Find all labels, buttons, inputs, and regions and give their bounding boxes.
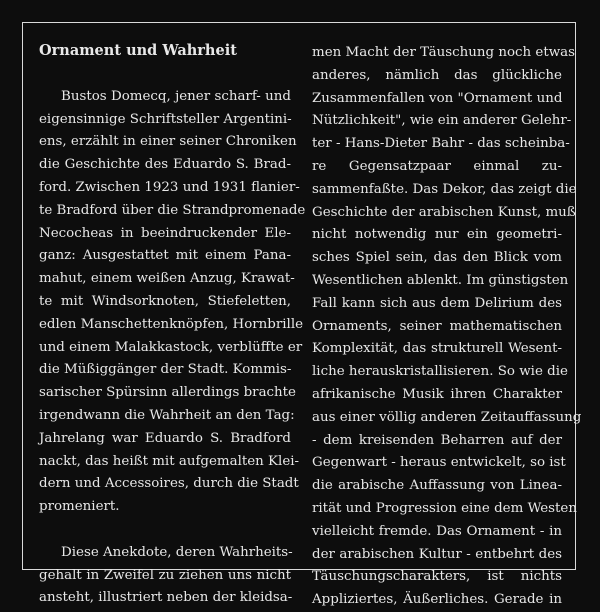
paragraph-line: die Müßiggänger der Stadt. Kommis- [39, 362, 292, 378]
paragraph-line: der arabischen Kultur - entbehrt des [312, 546, 562, 562]
paragraph-line: und einem Malakkastock, verblüffte er [39, 339, 303, 355]
paragraph-line: rität und Progression eine dem Westen [312, 500, 577, 516]
paragraph-line: ansteht, illustriert neben der kleidsa- [39, 590, 293, 606]
paragraph-line: Geschichte der arabischen Kunst, muß [312, 204, 576, 220]
paragraph-line: Fall kann sich aus dem Delirium des [312, 295, 562, 311]
paragraph-line: Täuschungscharakters, ist nichts [312, 569, 562, 585]
paragraph-line: ganz: Ausgestattet mit einem Pana- [39, 248, 291, 264]
paragraph-line: sches Spiel sein, das den Blick vom [312, 250, 562, 266]
paragraph-line: promeniert. [39, 499, 120, 515]
paragraph-line: ford. Zwischen 1923 und 1931 flanier- [39, 179, 300, 195]
paragraph-line: ter - Hans-Dieter Bahr - das scheinba- [312, 136, 570, 152]
paragraph-line: die Geschichte des Eduardo S. Brad- [39, 157, 291, 173]
paragraph-line: Zusammenfallen von "Ornament und [312, 90, 563, 106]
paragraph-line: Gegenwart - heraus entwickelt, so ist [312, 455, 566, 471]
paragraph-line: dern und Accessoires, durch die Stadt [39, 476, 299, 492]
paragraph-line: Appliziertes, Äußerliches. Gerade in [312, 592, 562, 608]
paragraph-line: aus einer völlig anderen Zeitauffassung [312, 409, 582, 425]
paragraph-line: te mit Windsorknoten, Stiefeletten, [39, 293, 291, 309]
paragraph-line: ens, erzählt in einer seiner Chroniken [39, 134, 297, 150]
left-column [39, 40, 306, 610]
article-title: Ornament und Wahrheit [39, 42, 237, 59]
paragraph-spacer [39, 519, 291, 542]
paragraph-line: Komplexität, das strukturell Wesent- [312, 341, 562, 357]
paragraph-line: mahut, einem weißen Anzug, Krawat- [39, 271, 295, 287]
paragraph-line: nackt, das heißt mit aufgemalten Klei- [39, 453, 300, 469]
paragraph-line: sarischer Spürsinn allerdings brachte [39, 385, 296, 401]
paragraph-line: Bustos Domecq, jener scharf- und [61, 88, 291, 104]
paragraph-line: afrikanische Musik ihren Charakter [312, 386, 562, 402]
paragraph-line: Wesentlichen ablenkt. Im günstigsten [312, 272, 569, 288]
paragraph-line: - dem kreisenden Beharren auf der [312, 432, 562, 448]
paragraph-line: liche herauskristallisieren. So wie die [312, 364, 568, 380]
paragraph-line: Ornaments, seiner mathematischen [312, 318, 562, 334]
paragraph-line: men Macht der Täuschung noch etwas [312, 45, 576, 60]
paragraph-line: sammenfaßte. Das Dekor, das zeigt die [312, 181, 577, 197]
paragraph-line: gehalt in Zweifel zu ziehen uns nicht [39, 567, 291, 583]
paragraph-line: Diese Anekdote, deren Wahrheits- [61, 544, 293, 560]
paragraph-line: vielleicht fremde. Das Ornament - in [312, 523, 562, 539]
paragraph-line: irgendwann die Wahrheit an den Tag: [39, 407, 295, 423]
paragraph-2 [39, 542, 291, 610]
paragraph-1 [39, 86, 306, 519]
paragraph-line: re Gegensatzpaar einmal zu- [312, 158, 562, 174]
paragraph-line: Nützlichkeit", wie ein anderer Gelehr- [312, 113, 572, 129]
paragraph-line: die arabische Auffassung von Linea- [312, 478, 562, 494]
paragraph-line: nicht notwendig nur ein geometri- [312, 227, 562, 243]
paragraph-line: Jahrelang war Eduardo S. Bradford [39, 430, 291, 446]
right-column [312, 42, 582, 612]
paragraph-line: eigensinnige Schriftsteller Argentini- [39, 111, 292, 127]
paragraph-line: Necocheas in beeindruckender Ele- [39, 225, 291, 241]
paragraph-line: edlen Manschettenknöpfen, Hornbrille [39, 316, 304, 332]
paragraph-line: te Bradford über die Strandpromenade [39, 202, 306, 218]
paragraph-line: anderes, nämlich das glückliche [312, 67, 562, 83]
